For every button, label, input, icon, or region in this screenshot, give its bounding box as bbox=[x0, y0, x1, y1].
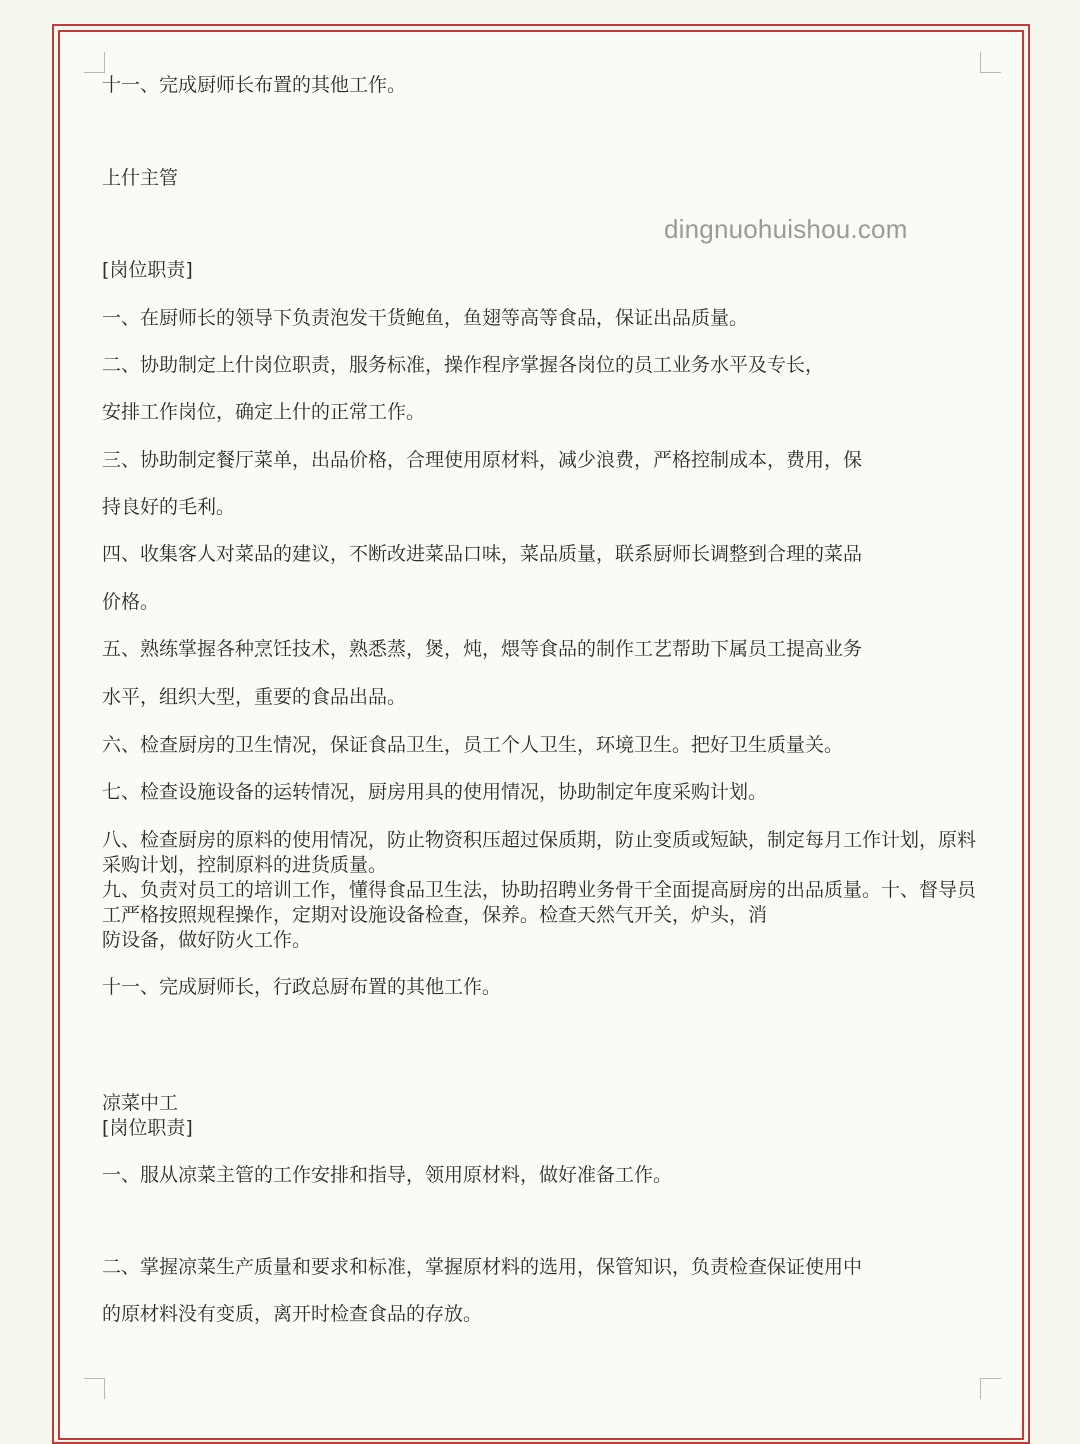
doc-line: 三、协助制定餐厅菜单，出品价格，合理使用原材料，减少浪费，严格控制成本，费用，保 bbox=[102, 449, 863, 471]
crop-mark-top-right bbox=[980, 52, 1001, 73]
crop-mark-bottom-right bbox=[980, 1378, 1001, 1399]
doc-line: 四、收集客人对菜品的建议，不断改进菜品口味，菜品质量，联系厨师长调整到合理的菜品 bbox=[102, 543, 863, 565]
watermark-text: dingnuohuishou.com bbox=[664, 214, 908, 244]
doc-line: 的原材料没有变质，离开时检查食品的存放。 bbox=[102, 1303, 483, 1325]
doc-line: 一、服从凉菜主管的工作安排和指导，领用原材料，做好准备工作。 bbox=[102, 1164, 673, 1186]
section-label: [岗位职责] bbox=[102, 1117, 193, 1139]
section-title: 上什主管 bbox=[102, 167, 179, 189]
doc-line: 二、协助制定上什岗位职责，服务标准，操作程序掌握各岗位的员工业务水平及专长， bbox=[102, 354, 825, 376]
doc-paragraph: 九、负责对员工的培训工作，懂得食品卫生法，协助招聘业务骨干全面提高厨房的出品质量。十、督导员工严格按照规程操作，定期对设施设备检查，保养。检查天然气开关，炉头，消 bbox=[102, 879, 977, 926]
doc-line: 十一、完成厨师长布置的其他工作。 bbox=[102, 74, 407, 96]
section-label: [岗位职责] bbox=[102, 259, 193, 281]
doc-line: 二、掌握凉菜生产质量和要求和标准，掌握原材料的选用，保管知识，负责检查保证使用中 bbox=[102, 1256, 863, 1278]
doc-line: 十一、完成厨师长，行政总厨布置的其他工作。 bbox=[102, 976, 502, 998]
doc-line: 防设备，做好防火工作。 bbox=[102, 929, 312, 951]
crop-mark-bottom-left bbox=[84, 1378, 105, 1399]
doc-line: 六、检查厨房的卫生情况，保证食品卫生，员工个人卫生，环境卫生。把好卫生质量关。 bbox=[102, 734, 844, 756]
doc-line: 五、熟练掌握各种烹饪技术，熟悉蒸，煲，炖，煨等食品的制作工艺帮助下属员工提高业务 bbox=[102, 638, 863, 660]
doc-line: 一、在厨师长的领导下负责泡发干货鲍鱼，鱼翅等高等食品，保证出品质量。 bbox=[102, 307, 749, 329]
doc-line: 持良好的毛利。 bbox=[102, 496, 236, 518]
doc-line: 七、检查设施设备的运转情况，厨房用具的使用情况，协助制定年度采购计划。 bbox=[102, 781, 768, 803]
doc-line: 价格。 bbox=[102, 591, 160, 613]
doc-paragraph: 八、检查厨房的原料的使用情况，防止物资积压超过保质期，防止变质或短缺，制定每月工作计划，原料采购计划，控制原料的进货质量。 bbox=[102, 829, 977, 876]
doc-line: 水平，组织大型，重要的食品出品。 bbox=[102, 686, 407, 708]
doc-line: 安排工作岗位，确定上什的正常工作。 bbox=[102, 401, 426, 423]
crop-mark-top-left bbox=[84, 52, 105, 73]
section-title: 凉菜中工 bbox=[102, 1092, 179, 1114]
